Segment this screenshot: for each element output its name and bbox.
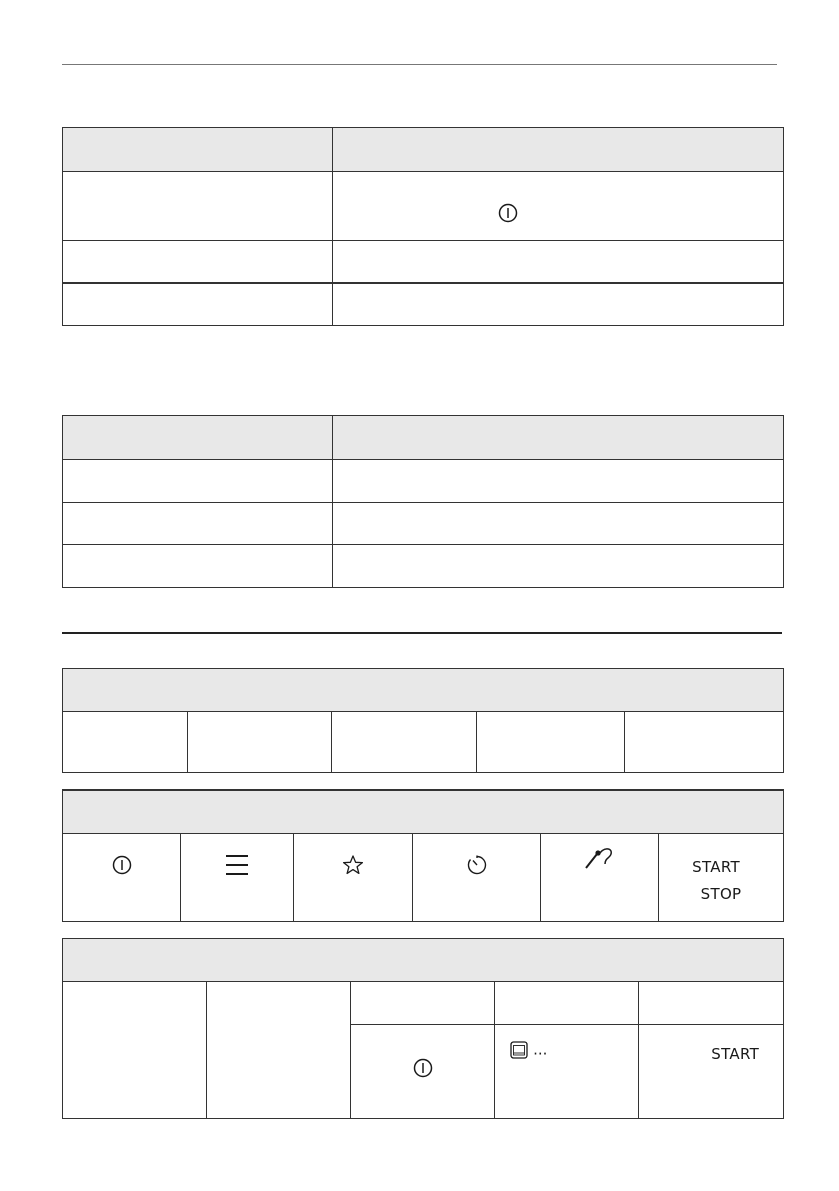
oven-icon [510, 1041, 528, 1059]
star-icon[interactable] [342, 854, 364, 876]
control-panel-cell-menu [181, 833, 294, 921]
control-panel-table [62, 789, 784, 922]
table-5-cell [495, 982, 639, 1025]
table-3 [62, 668, 784, 773]
table-5-cell [207, 982, 351, 1119]
table-5-cell-start [639, 1025, 784, 1119]
table-2-cell [63, 503, 333, 545]
table-1 [62, 127, 784, 326]
table-3-cell [332, 712, 477, 773]
timer-icon[interactable] [466, 854, 488, 876]
table-2-cell [63, 545, 333, 588]
table-5-header [63, 939, 784, 982]
table-3-cell [625, 712, 784, 773]
table-1-cell [63, 172, 333, 241]
control-panel-cell-power [63, 833, 181, 921]
table-5 [62, 938, 784, 1119]
table-3-header [63, 669, 784, 712]
stop-label: STOP [700, 884, 742, 903]
table-2-header-cell-2 [333, 416, 784, 460]
control-panel-cell-timer [413, 833, 541, 921]
control-panel-cell-favourite [294, 833, 413, 921]
food-sensor-icon[interactable] [583, 846, 617, 872]
table-3-cell [477, 712, 625, 773]
power-icon [412, 1057, 434, 1079]
table-2 [62, 415, 784, 588]
table-1-header-cell-2 [333, 128, 784, 172]
menu-icon[interactable] [225, 854, 249, 876]
start-label: START [711, 1045, 760, 1063]
table-5-cell [351, 982, 495, 1025]
table-2-cell [333, 545, 784, 588]
table-1-cell [333, 283, 784, 326]
table-2-cell [333, 460, 784, 503]
oven-ellipsis: ... [533, 1040, 548, 1059]
table-1-cell [333, 241, 784, 283]
table-1-cell [63, 283, 333, 326]
table-1-cell [333, 172, 784, 241]
table-5-cell [639, 982, 784, 1025]
table-1-header-cell-1 [63, 128, 333, 172]
table-2-cell [63, 460, 333, 503]
start-label: START [692, 857, 740, 876]
table-3-cell [188, 712, 332, 773]
start-stop-button[interactable] [659, 833, 784, 921]
table-5-cell [63, 982, 207, 1119]
power-icon[interactable] [111, 854, 133, 876]
table-2-header-cell-1 [63, 416, 333, 460]
table-5-cell-power [351, 1025, 495, 1119]
section-rule [62, 632, 782, 634]
table-2-cell [333, 503, 784, 545]
control-panel-header [63, 790, 784, 833]
table-3-cell [63, 712, 188, 773]
header-rule [62, 64, 777, 65]
control-panel-cell-food-sensor [541, 833, 659, 921]
table-5-cell-oven [495, 1025, 639, 1119]
power-icon [497, 202, 519, 224]
table-1-cell [63, 241, 333, 283]
